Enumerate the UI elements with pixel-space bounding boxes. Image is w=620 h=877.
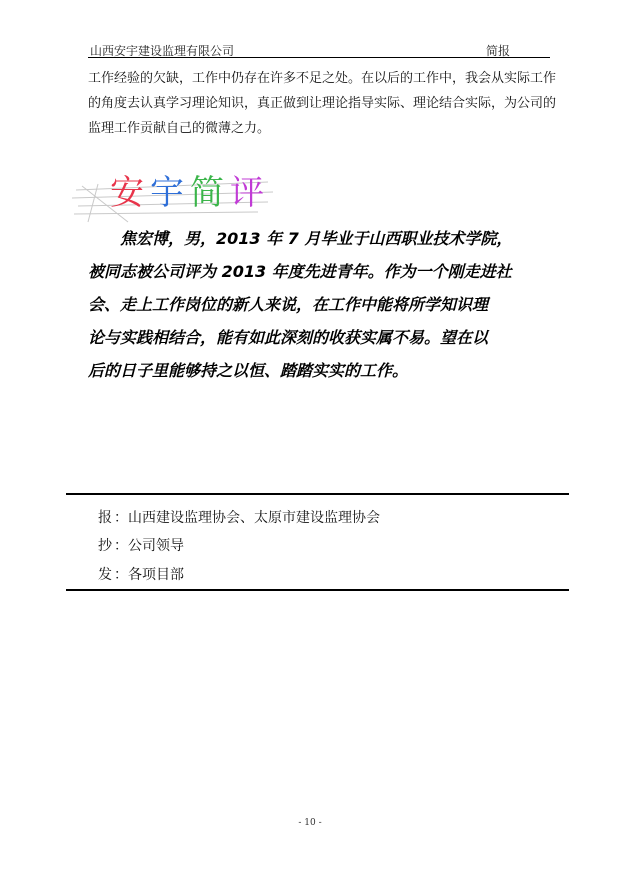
distribution-value: 山西建设监理协会、太原市建设监理协会 — [128, 510, 380, 526]
distribution-value: 公司领导 — [128, 538, 184, 554]
header-doc-type: 简报 — [486, 44, 511, 58]
distribution-send-to: 发 ：各项目部 — [98, 567, 184, 583]
section-title-char: 评 — [230, 173, 264, 213]
distribution-key: 抄 — [98, 538, 112, 554]
review-line: 焦宏博，男，2013 年 7 月毕业于山西职业技术学院， — [120, 229, 513, 248]
review-line: 论与实践相结合，能有如此深刻的收获实属不易。望在以 — [88, 328, 489, 347]
distribution-value: 各项目部 — [128, 567, 184, 583]
distribution-key: 发 — [98, 567, 112, 583]
header-rule — [88, 57, 550, 58]
body-line: 监理工作贡献自己的微薄之力。 — [88, 121, 271, 136]
review-line: 后的日子里能够持之以恒、踏踏实实的工作。 — [88, 361, 409, 380]
review-line: 被同志被公司评为 2013 年度先进青年。作为一个刚走进社 — [88, 262, 512, 281]
review-paragraph — [88, 222, 568, 387]
section-title-char: 安 — [110, 173, 144, 213]
body-paragraph — [88, 66, 563, 141]
distribution-bottom-rule — [66, 589, 569, 591]
review-line: 会、走上工作岗位的新人来说，在工作中能将所学知识理 — [88, 295, 489, 314]
section-title-char: 简 — [190, 173, 224, 213]
distribution-copy-to: 抄 ：公司领导 — [98, 538, 184, 554]
body-line: 的角度去认真学习理论知识，真正做到让理论指导实际、理论结合实际，为公司的 — [88, 96, 557, 111]
distribution-key: 报 — [98, 510, 112, 526]
distribution-report-to: 报 ：山西建设监理协会、太原市建设监理协会 — [98, 510, 380, 526]
body-line: 工作经验的欠缺，工作中仍存在许多不足之处。在以后的工作中，我会从实际工作 — [88, 71, 557, 86]
page-number: - 10 - — [298, 818, 322, 828]
distribution-top-rule — [66, 493, 569, 495]
header-company: 山西安宇建设监理有限公司 — [90, 44, 235, 58]
section-title-char: 宇 — [150, 173, 184, 213]
